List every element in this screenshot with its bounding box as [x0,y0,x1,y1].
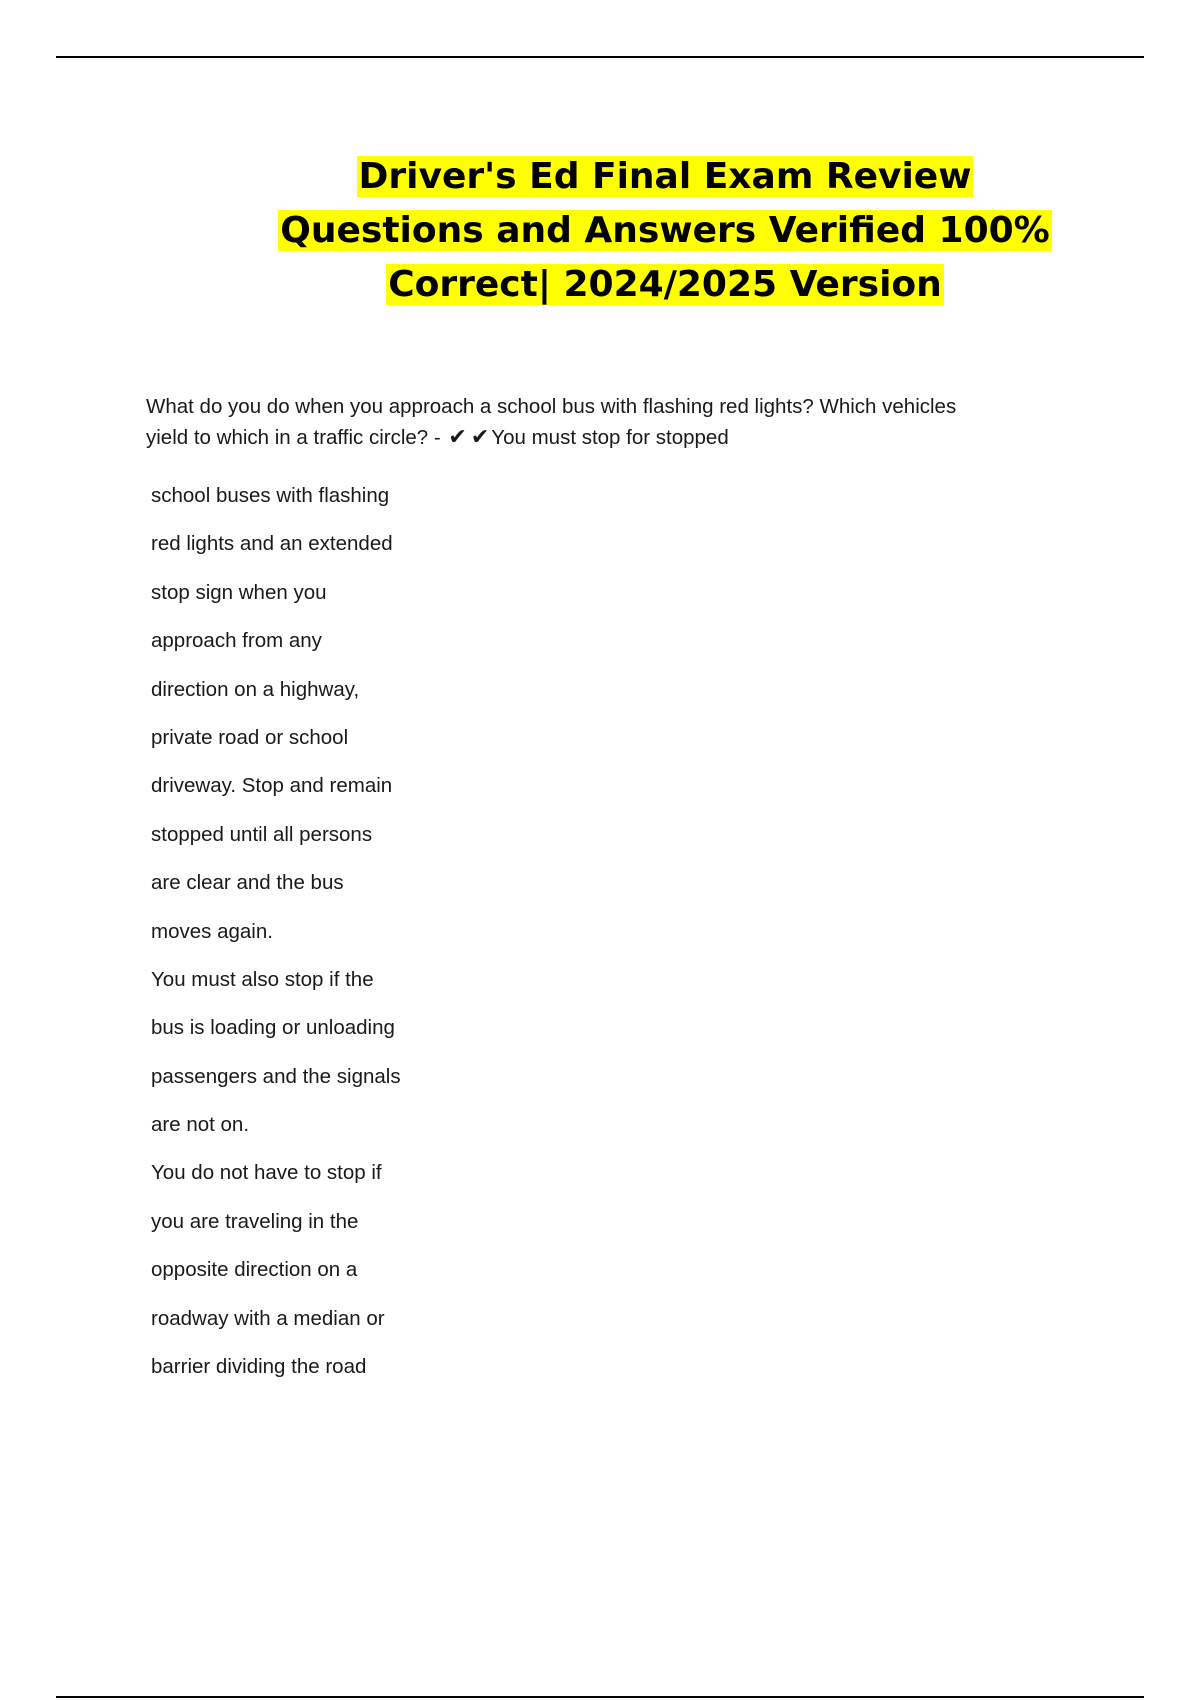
answer-line: passengers and the signals [151,1064,401,1088]
answer-line: You must also stop if the [151,967,374,991]
answer-body [151,472,481,1391]
answer-line: opposite direction on a [151,1258,358,1282]
answer-line: barrier dividing the road [151,1355,367,1379]
answer-line: you are traveling in the [151,1209,359,1233]
answer-line: approach from any [151,629,322,653]
bottom-rule [56,1696,1144,1698]
answer-start: You must stop for stopped [491,426,729,449]
top-rule [56,56,1144,58]
answer-line: school buses with flashing [151,484,390,507]
answer-line: bus is loading or unloading [151,1016,395,1040]
answer-line: are not on. [151,1113,250,1137]
answer-line: red lights and an extended [151,532,393,556]
question-text [146,392,1046,453]
answer-line: direction on a highway, [151,677,360,701]
answer-line: stop sign when you [151,580,327,604]
title-line-1: Driver's Ed Final Exam Review [358,156,972,197]
answer-line: You do not have to stop if [151,1161,382,1185]
document-title [260,150,1070,312]
answer-line: moves again. [151,919,273,943]
answer-line: driveway. Stop and remain [151,774,393,798]
answer-line: stopped until all persons [151,822,373,846]
question-line-1: What do you do when you approach a school bus with flashing red lights? Which vehicles [146,395,957,418]
answer-line: roadway with a median or [151,1306,385,1330]
checkmark-icon: ✔ [448,424,467,449]
answer-line: are clear and the bus [151,871,344,895]
question-line-2: yield to which in a traffic circle? - [146,426,441,449]
title-line-2: Questions and Answers Verified 100% [280,210,1050,251]
title-line-3: Correct| 2024/2025 Version [388,264,942,305]
checkmark-icon: ✔ [470,424,490,449]
answer-line: private road or school [151,725,349,749]
